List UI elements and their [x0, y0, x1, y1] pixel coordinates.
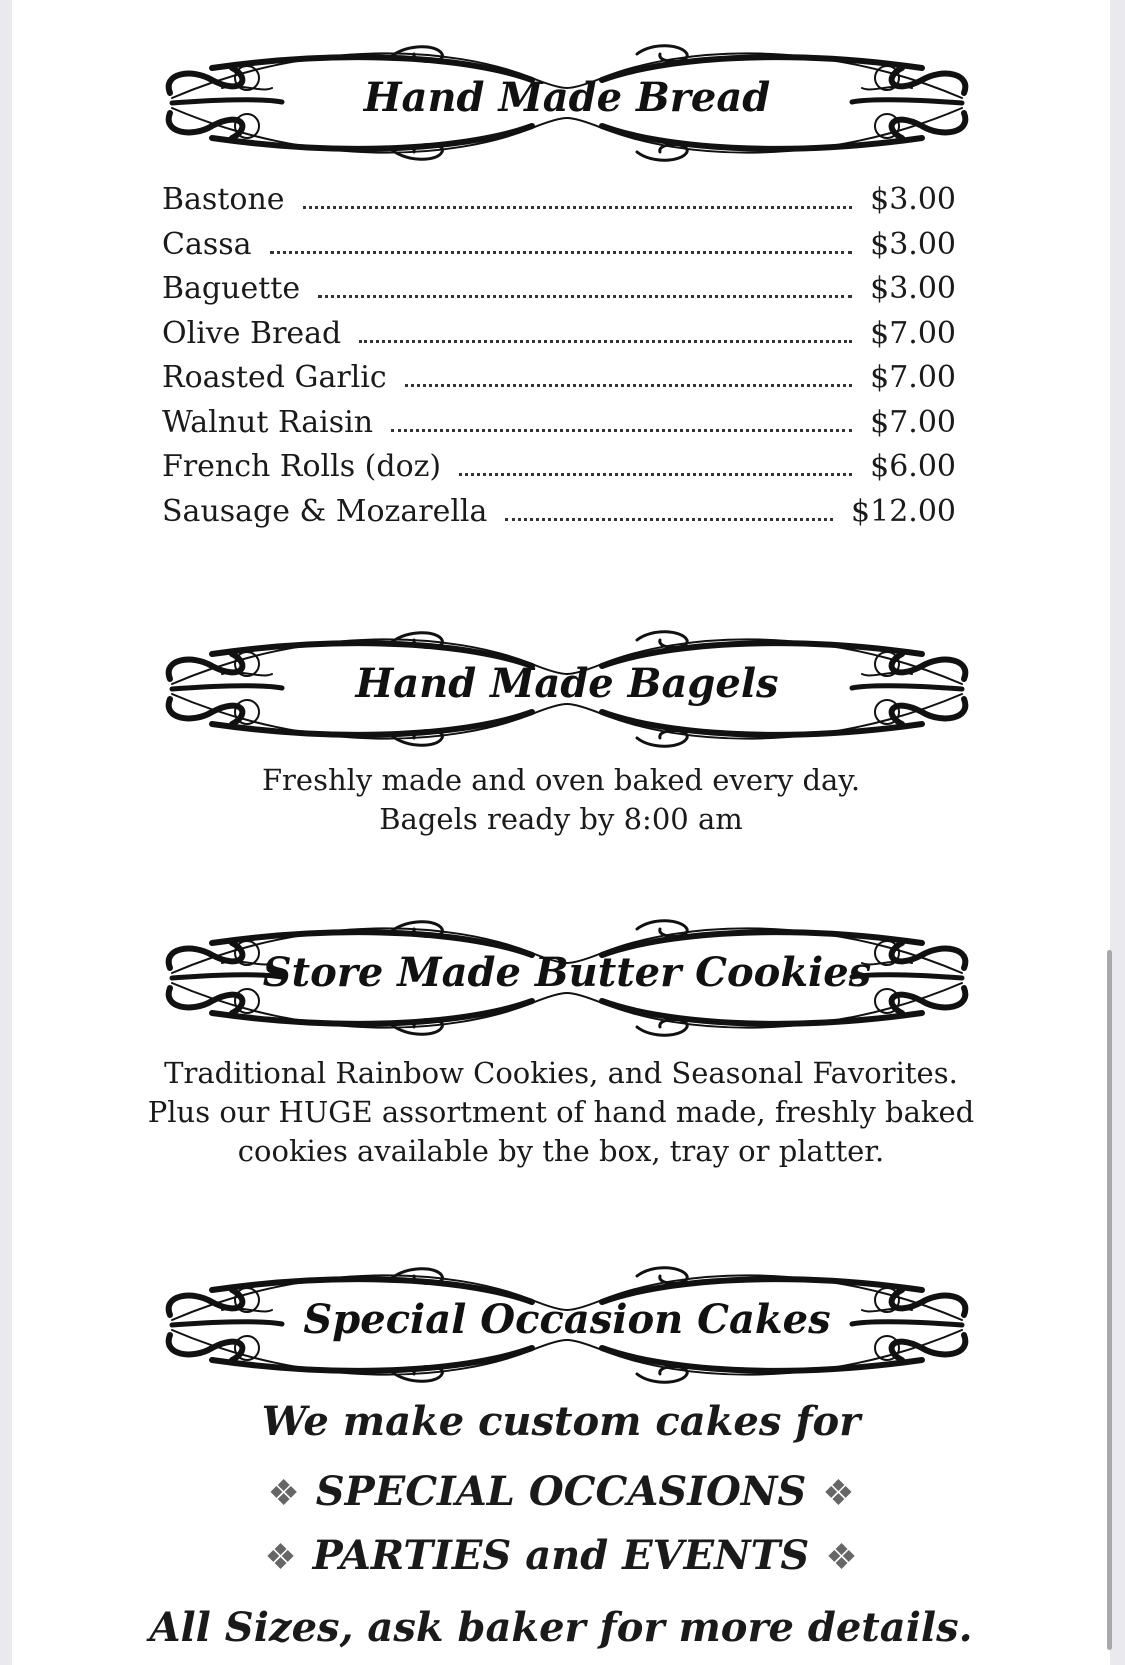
- menu-page: [12, 0, 1110, 1665]
- menu-item: [162, 227, 956, 272]
- item-price: $7.00: [870, 404, 956, 440]
- item-name: Olive Bread: [162, 315, 342, 351]
- bread-menu-list: [162, 182, 956, 538]
- four-diamond-icon: ❖: [822, 1473, 855, 1514]
- leader-dots: [303, 206, 853, 209]
- item-name: Roasted Garlic: [162, 360, 387, 395]
- bagels-description: [112, 761, 1010, 839]
- menu-item: [162, 271, 956, 316]
- leader-dots: [270, 251, 853, 254]
- item-price: $3.00: [870, 226, 956, 262]
- item-name: Bastone: [162, 182, 285, 217]
- occasions-text: SPECIAL OCCASIONS: [315, 1468, 807, 1515]
- item-price: $12.00: [851, 493, 956, 529]
- leader-dots: [391, 429, 852, 432]
- leader-dots: [459, 473, 852, 476]
- cakes-banner: [12, 1260, 1110, 1390]
- item-price: $7.00: [870, 315, 956, 351]
- bread-title: Hand Made Bread: [363, 74, 771, 121]
- four-diamond-icon: ❖: [264, 1537, 297, 1578]
- cookies-description: [112, 1054, 1010, 1171]
- item-price: $3.00: [870, 271, 956, 306]
- item-name: Sausage & Mozarella: [162, 493, 488, 529]
- cookies-line-3: cookies available by the box, tray or platter.: [237, 1134, 885, 1168]
- leader-dots: [359, 340, 852, 343]
- cakes-footer: All Sizes, ask baker for more details.: [149, 1604, 973, 1651]
- cookies-banner: [12, 913, 1110, 1043]
- cakes-title: Special Occasion Cakes: [303, 1296, 831, 1343]
- events-text: PARTIES and EVENTS: [312, 1532, 810, 1579]
- item-price: $3.00: [870, 182, 956, 217]
- item-name: Walnut Raisin: [162, 404, 374, 440]
- cookies-title: Store Made Butter Cookies: [262, 949, 872, 996]
- item-name: French Rolls (doz): [162, 449, 442, 484]
- cakes-occasions-line: [112, 1468, 1010, 1515]
- item-name: Cassa: [162, 226, 252, 262]
- item-price: $6.00: [870, 449, 956, 484]
- menu-item: [162, 182, 956, 227]
- scrollbar[interactable]: [1107, 950, 1112, 1650]
- cakes-events-line: [112, 1532, 1010, 1579]
- menu-item: [162, 405, 956, 450]
- leader-dots: [405, 384, 852, 387]
- menu-item: [162, 316, 956, 361]
- menu-item: [162, 449, 956, 494]
- cakes-intro: We make custom cakes for: [261, 1398, 861, 1445]
- item-name: Baguette: [162, 271, 301, 306]
- four-diamond-icon: ❖: [825, 1537, 858, 1578]
- bagels-title: Hand Made Bagels: [355, 660, 779, 707]
- cookies-line-2: Plus our HUGE assortment of hand made, freshly baked: [147, 1095, 975, 1129]
- bagels-banner: [12, 624, 1110, 754]
- menu-item: [162, 360, 956, 405]
- leader-dots: [505, 518, 833, 521]
- four-diamond-icon: ❖: [267, 1473, 300, 1514]
- leader-dots: [318, 295, 852, 298]
- bagels-line-1: Freshly made and oven baked every day.: [261, 763, 861, 797]
- cookies-line-1: Traditional Rainbow Cookies, and Seasonal Favorites.: [164, 1056, 958, 1090]
- item-price: $7.00: [870, 360, 956, 395]
- bagels-line-2: Bagels ready by 8:00 am: [379, 802, 743, 836]
- menu-item: [162, 494, 956, 539]
- bread-banner: [12, 38, 1110, 168]
